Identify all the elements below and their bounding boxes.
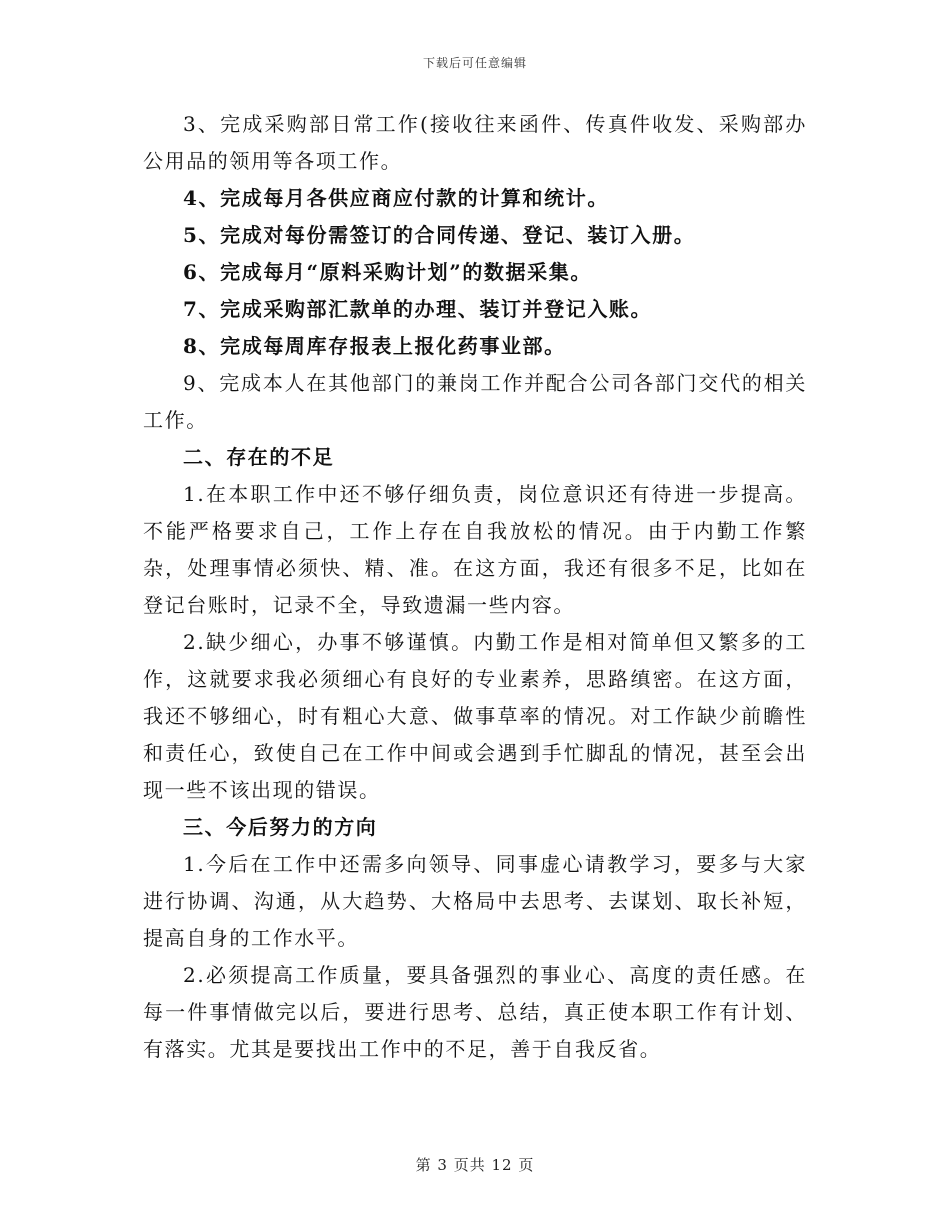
shortcoming-paragraph-1: 1.在本职工作中还不够仔细负责，岗位意识还有待进一步提高。不能严格要求自己，工作上存在自我放松的情况。由于内勤工作繁杂，处理事情必须快、精、准。在这方面，我还有很多不足，比如在登记台账时，记录不全，导致遗漏一些内容。 xyxy=(143,482,807,617)
list-item-3: 3、完成采购部日常工作(接收往来函件、传真件收发、采购部办公用品的领用等各项工作。 xyxy=(143,112,807,173)
list-item-8: 8、完成每周库存报表上报化药事业部。 xyxy=(183,334,566,358)
list-item-5: 5、完成对每份需签订的合同传递、登记、装订入册。 xyxy=(183,223,696,247)
list-item-9: 9、完成本人在其他部门的兼岗工作并配合公司各部门交代的相关工作。 xyxy=(143,371,807,432)
list-item-7: 7、完成采购部汇款单的办理、装订并登记入账。 xyxy=(183,297,653,321)
page-footer: 第 3 页共 12 页 xyxy=(415,1156,535,1174)
page-header: 下载后可任意编辑 xyxy=(422,56,527,70)
shortcoming-paragraph-2: 2.缺少细心，办事不够谨慎。内勤工作是相对简单但又繁多的工作，这就要求我必须细心有良好的专业素养，思路缜密。在这方面，我还不够细心，时有粗心大意、做事草率的情况。对工作缺少前瞻性和责任心，致使自己在工作中间或会遇到手忙脚乱的情况，甚至会出现一些不该出现的错误。 xyxy=(143,630,807,802)
document-body xyxy=(143,106,807,1068)
section-heading-shortcomings: 二、存在的不足 xyxy=(183,445,335,469)
direction-paragraph-2: 2.必须提高工作质量，要具备强烈的事业心、高度的责任感。在每一件事情做完以后，要进行思考、总结，真正使本职工作有计划、有落实。尤其是要找出工作中的不足，善于自我反省。 xyxy=(143,963,807,1061)
section-heading-future-direction: 三、今后努力的方向 xyxy=(183,815,378,839)
list-item-4: 4、完成每月各供应商应付款的计算和统计。 xyxy=(183,186,609,210)
list-item-6: 6、完成每月“原料采购计划”的数据采集。 xyxy=(183,260,592,284)
direction-paragraph-1: 1.今后在工作中还需多向领导、同事虚心请教学习，要多与大家进行协调、沟通，从大趋势、大格局中去思考、去谋划、取长补短，提高自身的工作水平。 xyxy=(143,852,807,950)
